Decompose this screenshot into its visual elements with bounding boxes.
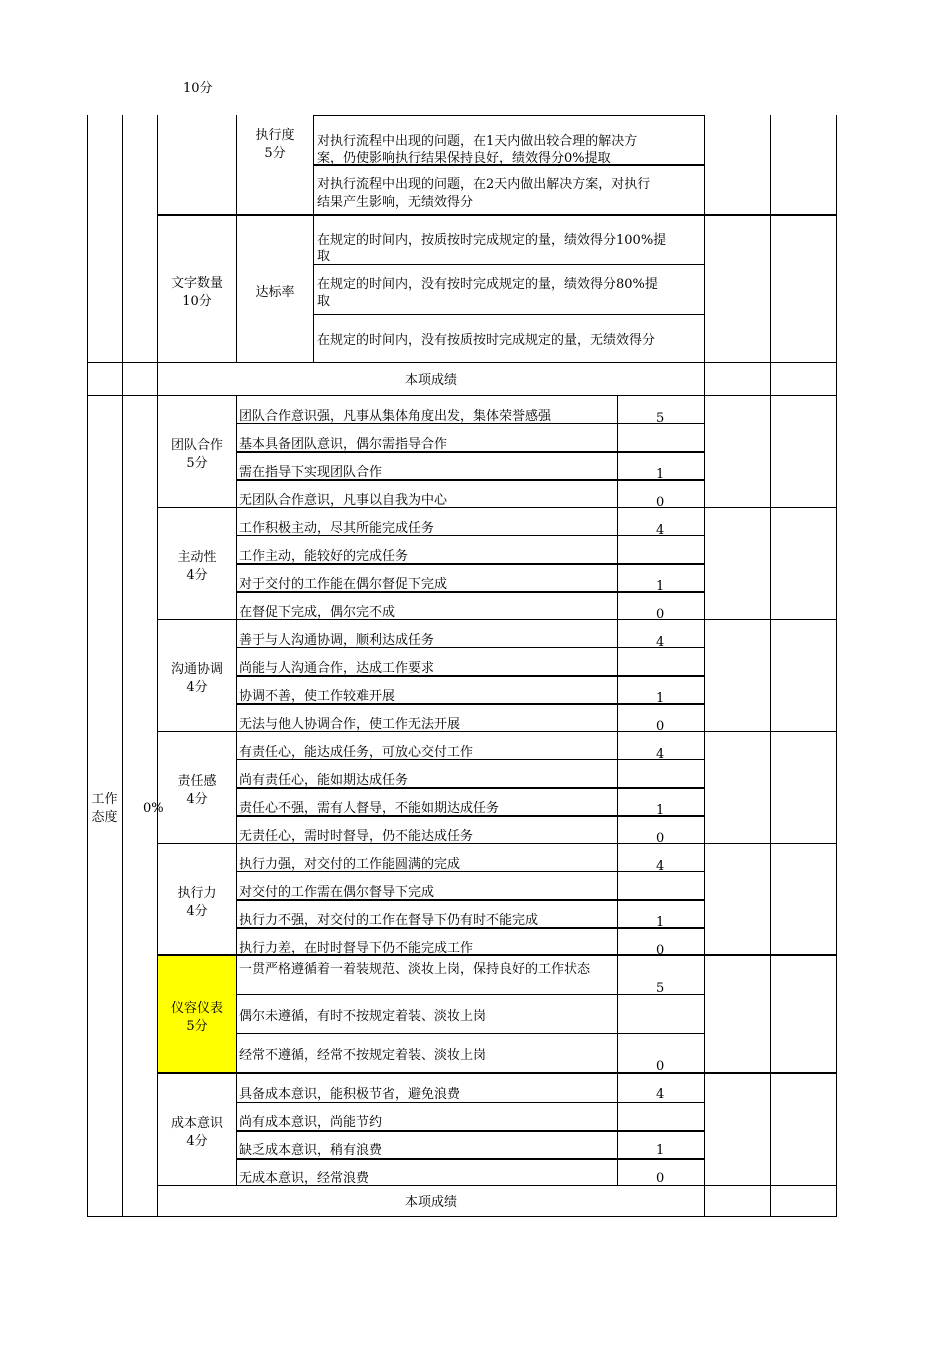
criterion-text: 案，仍使影响执行结果保持良好，绩效得分0%提取	[317, 151, 611, 166]
item-points: 4分	[186, 568, 208, 583]
grid-line	[87, 362, 837, 363]
criterion-text: 对交付的工作需在偶尔督导下完成	[239, 885, 435, 900]
item-label: 仪容仪表	[170, 1001, 223, 1016]
criterion-text: 无团队合作意识，凡事以自我为中心	[239, 493, 448, 508]
score-value: 4	[656, 635, 665, 650]
grid-line	[313, 264, 704, 265]
criterion-text: 执行力强，对交付的工作能圆满的完成	[239, 857, 461, 872]
grid-line	[236, 994, 704, 995]
grid-line	[87, 395, 837, 396]
criterion-text: 无成本意识，经常浪费	[239, 1171, 370, 1186]
item-points: 4分	[186, 792, 208, 807]
score-value: 4	[656, 859, 665, 874]
attitude-category: 工作	[91, 792, 118, 807]
criterion-text: 在规定的时间内，按质按时完成规定的量，绩效得分100%提	[317, 233, 667, 248]
grid-line	[313, 115, 314, 362]
score-value: 0	[656, 495, 665, 510]
item-points: 4分	[186, 680, 208, 695]
criterion-text: 尚能与人沟通合作，达成工作要求	[239, 661, 435, 676]
item-label: 责任感	[177, 774, 217, 789]
grid-line	[313, 314, 704, 315]
grid-line	[158, 1072, 836, 1074]
criterion-text: 一贯严格遵循着一着装规范、淡妆上岗，保持良好的工作状态	[239, 962, 591, 977]
grid-line	[836, 115, 837, 1217]
item-points: 5分	[264, 146, 286, 161]
score-value: 0	[656, 943, 665, 958]
category-label: 文字数量	[170, 276, 223, 291]
criterion-text: 执行力差，在时时督导下仍不能完成工作	[239, 941, 474, 956]
criterion-text: 在规定的时间内，没有按质按时完成规定的量，无绩效得分	[317, 333, 656, 348]
grid-line	[87, 115, 88, 1217]
item-points: 5分	[186, 1019, 208, 1034]
score-value: 5	[656, 411, 665, 426]
score-value: 1	[656, 467, 665, 482]
criterion-text: 偶尔未遵循，有时不按规定着装、淡妆上岗	[239, 1009, 487, 1024]
criterion-text: 工作积极主动，尽其所能完成任务	[239, 521, 435, 536]
criterion-text: 结果产生影响，无绩效得分	[317, 195, 474, 210]
grid-line	[87, 1216, 837, 1217]
criterion-text: 无法与他人协调合作，使工作无法开展	[239, 717, 461, 732]
score-value: 0	[656, 1171, 665, 1186]
criterion-text: 在督促下完成，偶尔完不成	[239, 605, 396, 620]
item-label: 执行力	[177, 886, 217, 901]
criterion-text: 对于交付的工作能在偶尔督促下完成	[239, 577, 448, 592]
criterion-text: 执行力不强，对交付的工作在督导下仍有时不能完成	[239, 913, 539, 928]
criterion-text: 取	[317, 249, 331, 264]
criterion-text: 尚有责任心，能如期达成任务	[239, 773, 409, 788]
criterion-text: 工作主动，能较好的完成任务	[239, 549, 409, 564]
criterion-text: 协调不善，使工作较难开展	[239, 689, 396, 704]
score-value: 1	[656, 1143, 665, 1158]
grid-line	[236, 1033, 704, 1034]
item-label: 沟通协调	[170, 662, 223, 677]
score-value: 0	[656, 607, 665, 622]
score-value: 1	[656, 915, 665, 930]
item-points: 5分	[186, 456, 208, 471]
score-value: 0	[656, 719, 665, 734]
criterion-text: 在规定的时间内，没有按时完成规定的量，绩效得分80%提	[317, 277, 658, 292]
criterion-text: 善于与人沟通协调，顺利达成任务	[239, 633, 435, 648]
subtotal-label: 本项成绩	[404, 1195, 457, 1210]
criterion-text: 无责任心，需时时督导，仍不能达成任务	[239, 829, 474, 844]
criterion-text: 对执行流程中出现的问题，在1天内做出较合理的解决方	[317, 134, 638, 149]
score-value: 1	[656, 579, 665, 594]
criterion-text: 取	[317, 294, 331, 309]
criterion-text: 对执行流程中出现的问题，在2天内做出解决方案，对执行	[317, 177, 651, 192]
grid-line	[617, 395, 618, 1185]
grid-line	[122, 115, 123, 1217]
criterion-text: 需在指导下实现团队合作	[239, 465, 383, 480]
score-value: 4	[656, 747, 665, 762]
score-value: 4	[656, 523, 665, 538]
criterion-text: 基本具备团队意识，偶尔需指导合作	[239, 437, 448, 452]
grid-line	[704, 115, 705, 1217]
criterion-text: 经常不遵循，经常不按规定着装、淡妆上岗	[239, 1048, 487, 1063]
item-label: 执行度	[255, 128, 295, 143]
item-label: 团队合作	[170, 438, 223, 453]
score-value: 5	[656, 981, 665, 996]
grid-line	[770, 115, 771, 1217]
top-note: 10分	[183, 81, 213, 96]
criterion-text: 有责任心，能达成任务，可放心交付工作	[239, 745, 474, 760]
item-points: 4分	[186, 1134, 208, 1149]
item-label: 达标率	[255, 285, 295, 300]
criterion-text: 缺乏成本意识，稍有浪费	[239, 1143, 383, 1158]
attitude-category: 态度	[91, 810, 118, 825]
grid-line	[313, 115, 704, 116]
grid-line	[236, 395, 237, 1185]
score-value: 0	[656, 831, 665, 846]
score-value: 0	[656, 1059, 665, 1074]
criterion-text: 具备成本意识，能积极节省，避免浪费	[239, 1087, 461, 1102]
score-value: 4	[656, 1087, 665, 1102]
item-label: 成本意识	[170, 1116, 223, 1131]
attitude-weight: 0%	[143, 801, 164, 816]
criterion-text: 尚有成本意识，尚能节约	[239, 1115, 383, 1130]
item-label: 主动性	[177, 550, 217, 565]
subtotal-label: 本项成绩	[404, 373, 457, 388]
criterion-text: 团队合作意识强，凡事从集体角度出发，集体荣誉感强	[239, 409, 552, 424]
item-points: 4分	[186, 904, 208, 919]
score-value: 1	[656, 691, 665, 706]
score-value: 1	[656, 803, 665, 818]
grid-line	[158, 214, 836, 216]
criterion-text: 责任心不强，需有人督导，不能如期达成任务	[239, 801, 500, 816]
category-points: 10分	[182, 294, 212, 309]
